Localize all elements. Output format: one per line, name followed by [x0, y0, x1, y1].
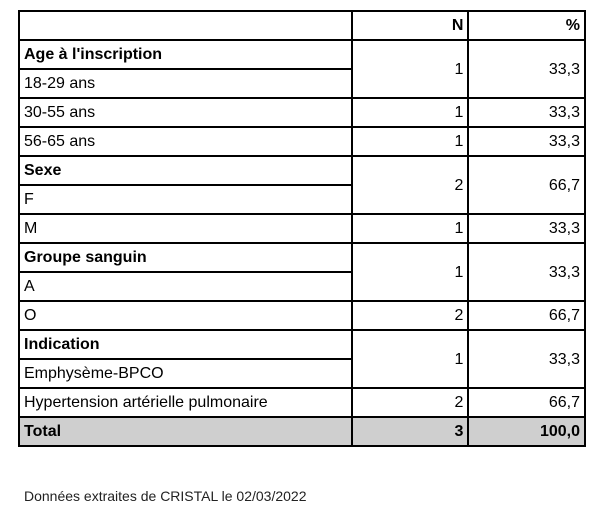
- row-label: F: [19, 185, 352, 214]
- header-row: [19, 11, 585, 40]
- table-row: [19, 98, 585, 127]
- cell-n: 1: [352, 243, 469, 301]
- stats-table: [18, 10, 586, 447]
- row-label: A: [19, 272, 352, 301]
- total-label: Total: [19, 417, 352, 446]
- cell-n: 1: [352, 40, 469, 98]
- group-title-age: Age à l'inscription: [19, 40, 352, 69]
- group-title-groupe-sanguin: Groupe sanguin: [19, 243, 352, 272]
- source-footnote: Données extraites de CRISTAL le 02/03/2022: [24, 488, 307, 504]
- table-row: [19, 388, 585, 417]
- cell-pct: 33,3: [468, 214, 585, 243]
- cell-n: 1: [352, 214, 469, 243]
- cell-pct: 33,3: [468, 127, 585, 156]
- row-label: Hypertension artérielle pulmonaire: [19, 388, 352, 417]
- table-row: [19, 127, 585, 156]
- cell-pct: 33,3: [468, 40, 585, 98]
- cell-n: 1: [352, 127, 469, 156]
- cell-pct: 33,3: [468, 243, 585, 301]
- cell-pct: 66,7: [468, 301, 585, 330]
- row-label: 56-65 ans: [19, 127, 352, 156]
- group-header-row: [19, 243, 585, 272]
- row-label: M: [19, 214, 352, 243]
- group-title-indication: Indication: [19, 330, 352, 359]
- row-label: 18-29 ans: [19, 69, 352, 98]
- row-label: Emphysème-BPCO: [19, 359, 352, 388]
- cell-n: 2: [352, 301, 469, 330]
- cell-pct: 33,3: [468, 330, 585, 388]
- total-n: 3: [352, 417, 469, 446]
- total-pct: 100,0: [468, 417, 585, 446]
- row-label: O: [19, 301, 352, 330]
- cell-n: 1: [352, 98, 469, 127]
- table-row: [19, 214, 585, 243]
- group-title-sexe: Sexe: [19, 156, 352, 185]
- table-row: [19, 301, 585, 330]
- cell-n: 2: [352, 156, 469, 214]
- row-label: 30-55 ans: [19, 98, 352, 127]
- cell-pct: 33,3: [468, 98, 585, 127]
- cell-n: 1: [352, 330, 469, 388]
- group-header-row: [19, 40, 585, 69]
- cell-pct: 66,7: [468, 156, 585, 214]
- header-n: N: [352, 11, 469, 40]
- cell-n: 2: [352, 388, 469, 417]
- cell-pct: 66,7: [468, 388, 585, 417]
- group-header-row: [19, 330, 585, 359]
- header-pct: %: [468, 11, 585, 40]
- group-header-row: [19, 156, 585, 185]
- header-label: [19, 11, 352, 40]
- total-row: [19, 417, 585, 446]
